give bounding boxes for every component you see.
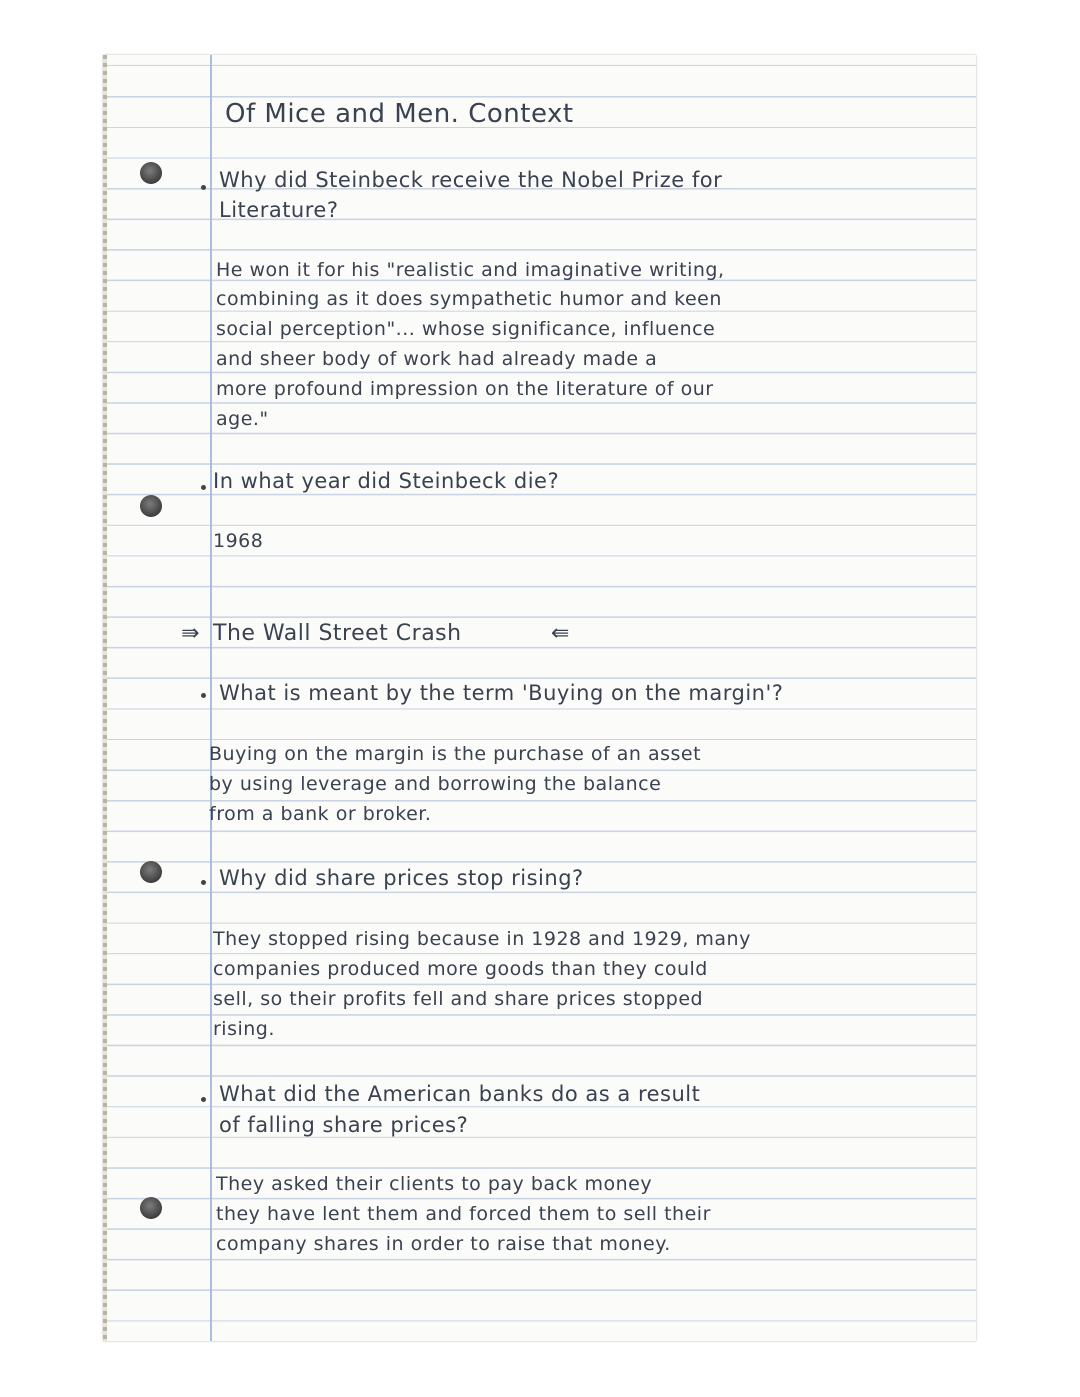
bullet bbox=[201, 693, 206, 698]
answer-line: They stopped rising because in 1928 and 1929, many bbox=[213, 928, 751, 950]
question-line: of falling share prices? bbox=[219, 1113, 469, 1137]
answer-line: combining as it does sympathetic humor and keen bbox=[216, 288, 722, 310]
answer-line: from a bank or broker. bbox=[209, 803, 432, 825]
bullet bbox=[201, 485, 206, 490]
question-line: Why did share prices stop rising? bbox=[219, 866, 584, 890]
bullet bbox=[201, 880, 206, 885]
question-line: What is meant by the term 'Buying on the margin'? bbox=[219, 681, 784, 705]
question-line: Literature? bbox=[219, 198, 339, 222]
page-title: Of Mice and Men. Context bbox=[225, 99, 574, 129]
answer-line: sell, so their profits fell and share prices stopped bbox=[213, 988, 704, 1010]
paper bbox=[103, 55, 976, 1341]
section-heading: The Wall Street Crash bbox=[213, 621, 462, 646]
answer-line: age." bbox=[216, 408, 269, 430]
punch-hole-1 bbox=[140, 162, 162, 184]
answer-line: more profound impression on the literature of our bbox=[216, 378, 714, 400]
answer-line: He won it for his "realistic and imaginative writing, bbox=[216, 259, 725, 281]
punch-hole-3 bbox=[140, 861, 162, 883]
answer-line: rising. bbox=[213, 1018, 275, 1040]
arrow-marks-left: ⇛ bbox=[181, 621, 200, 646]
answer-line: social perception"... whose significance, influence bbox=[216, 318, 716, 340]
margin-line bbox=[210, 55, 212, 1341]
question-line: What did the American banks do as a result bbox=[219, 1082, 701, 1106]
answer-line: they have lent them and forced them to sell their bbox=[216, 1203, 711, 1225]
arrow-marks-right: ⇚ bbox=[551, 621, 570, 646]
answer-line: and sheer body of work had already made a bbox=[216, 348, 658, 370]
answer-line: 1968 bbox=[213, 530, 264, 552]
answer-line: They asked their clients to pay back money bbox=[216, 1173, 653, 1195]
answer-line: company shares in order to raise that money. bbox=[216, 1233, 671, 1255]
perforated-edge bbox=[103, 55, 107, 1341]
answer-line: Buying on the margin is the purchase of an asset bbox=[209, 743, 702, 765]
punch-hole-2 bbox=[140, 495, 162, 517]
punch-hole-4 bbox=[140, 1197, 162, 1219]
answer-line: by using leverage and borrowing the balance bbox=[209, 773, 662, 795]
question-line: In what year did Steinbeck die? bbox=[213, 469, 560, 493]
answer-line: companies produced more goods than they could bbox=[213, 958, 708, 980]
bullet bbox=[201, 185, 206, 190]
bullet bbox=[201, 1097, 206, 1102]
question-line: Why did Steinbeck receive the Nobel Prize for bbox=[219, 168, 723, 192]
